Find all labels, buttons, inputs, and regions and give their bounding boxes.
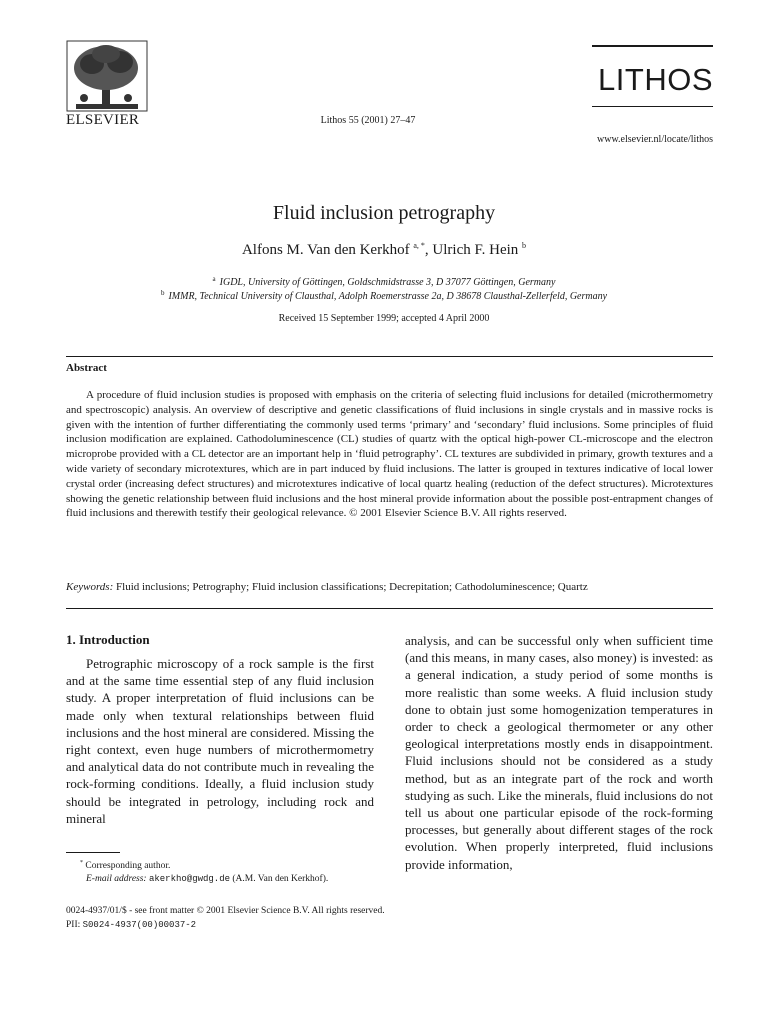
footnote-mark: * bbox=[80, 860, 83, 866]
author-list bbox=[0, 241, 768, 259]
footnote-rule bbox=[66, 852, 120, 853]
journal-top-rule bbox=[592, 45, 713, 47]
footnote-email bbox=[86, 874, 416, 884]
abstract-text: A procedure of fluid inclusion studies is proposed with emphasis on the criteria of selecting fluid inclusions for detailed (microthermometry and spectroscopic) analysis. An overview of descriptive and genetic classifications of fluid inclusions in single crystals and in massive rocks is given with the intention of further differentiating the commonly used terms ‘primary’ and ‘secondary’ fluid inclusions. Some principles of fluid inclusion modification are explained. Cathodoluminescence (CL) studies of quartz with the optical high-power CL-microscope and the electron microprobe provided with a CL detector are an important help in ‘fluid petrography’. CL textures are subdivided in primary, growth textures and a wide variety of secondary microtextures, which are in part induced by fluid inclusions. The latter is grouped in textures indicative of local lower crystal order (increasing defect structures) and microtextures indicative of local quartz healing (reduction of the defect structures). Microtextures showing the genetic relationship between fluid inclusions and the host mineral provide information about the possible post-entrapment changes of fluid inclusions and therewith testify their geological relevance. © 2001 Elsevier Science B.V. All rights reserved. bbox=[66, 389, 713, 520]
footnote-text: Corresponding author. bbox=[85, 861, 171, 871]
received-dates: Received 15 September 1999; accepted 4 April 2000 bbox=[278, 313, 490, 324]
publisher-name: ELSEVIER bbox=[66, 112, 140, 128]
pii-line bbox=[66, 920, 196, 930]
keywords-line bbox=[66, 581, 713, 593]
affiliation-text: IMMR, Technical University of Clausthal, Adolph Roemerstrasse 2a, D 38678 Clausthal-Zellerfeld, Germany bbox=[168, 291, 608, 302]
section-heading: 1. Introduction bbox=[66, 632, 150, 647]
abstract-bottom-rule bbox=[66, 608, 713, 609]
affiliation-line bbox=[0, 275, 768, 288]
journal-citation: Lithos 55 (2001) 27–47 bbox=[320, 115, 416, 126]
abstract-top-rule bbox=[66, 356, 713, 357]
journal-name: LITHOS bbox=[598, 62, 713, 97]
email-link[interactable]: akerkho@gwdg.de bbox=[148, 874, 230, 884]
author-affiliation-mark: a, * bbox=[413, 241, 425, 250]
keywords-label: Keywords: bbox=[66, 581, 114, 593]
affiliation-line bbox=[0, 289, 768, 302]
pii-value: S0024-4937(00)00037-2 bbox=[82, 920, 197, 930]
author-name: Alfons M. Van den Kerkhof bbox=[241, 242, 410, 258]
journal-url-link[interactable]: www.elsevier.nl/locate/lithos bbox=[597, 134, 713, 145]
body-column-right: analysis, and can be successful only when sufficient time (and this means, in many cases, also money) is invested: as a general indication, a study period of some months is more realistic than some weeks. A fluid inclusion study done to obtain just some homogenization temperatures in order to check a geological thermometer or any other geological interpretations mostly ends in disappointment. Fluid inclusions should not be considered as a study method, but as an integrate part of the rock and worth studying as such. Like the minerals, fluid inclusions do not tell us about one particular episode of the rock-forming processes, but generally about different stages of the rock evolution. When properly interpreted, fluid inclusions provide information, bbox=[405, 633, 713, 872]
article-title: Fluid inclusion petrography bbox=[272, 202, 496, 224]
pii-label: PII: bbox=[66, 920, 81, 930]
author-name: Ulrich F. Hein bbox=[432, 242, 519, 258]
affiliation-mark: b bbox=[160, 289, 165, 297]
affiliation-mark: a bbox=[212, 275, 216, 283]
affiliation-text: IGDL, University of Göttingen, Goldschmidstrasse 3, D 37077 Göttingen, Germany bbox=[219, 277, 556, 288]
elsevier-tree-logo-icon bbox=[66, 40, 148, 118]
copyright-line: 0024-4937/01/$ - see front matter © 2001 Elsevier Science B.V. All rights reserved. bbox=[66, 906, 385, 916]
email-suffix: (A.M. Van den Kerkhof). bbox=[232, 874, 329, 884]
abstract-heading: Abstract bbox=[66, 362, 107, 374]
author-separator: , bbox=[424, 242, 433, 258]
journal-bottom-rule bbox=[592, 106, 713, 107]
keywords-text: Fluid inclusions; Petrography; Fluid inclusion classifications; Decrepitation; Cathodoluminescence; Quartz bbox=[116, 581, 588, 593]
author-affiliation-mark: b bbox=[522, 241, 527, 250]
email-label: E-mail address: bbox=[86, 874, 147, 884]
body-column-left: Petrographic microscopy of a rock sample is the first and at the same time essential step of any fluid inclusion study. A proper interpretation of fluid inclusions can be made only when textural relationships between fluid inclusions and the host mineral are considered. Missing the right context, even huge numbers of microthermometry and analytical data do not contribute much in revealing the rock-forming conditions. Ideally, a fluid inclusion study should be integrated in petrology, including rock and mineral bbox=[66, 656, 374, 826]
footnote-corresponding bbox=[80, 860, 410, 871]
